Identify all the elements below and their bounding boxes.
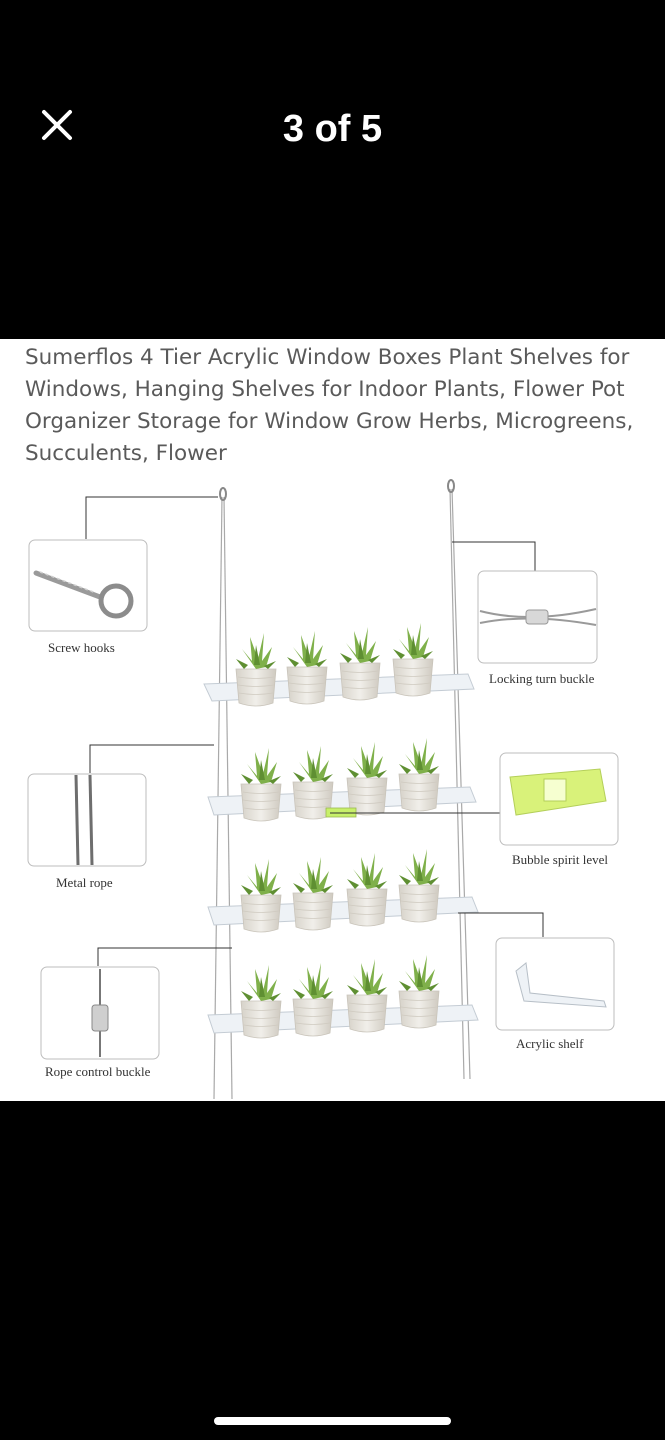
top-hooks (220, 480, 454, 500)
acrylic-shelves (204, 674, 478, 1033)
label-acrylic-shelf: Acrylic shelf (516, 1036, 584, 1051)
label-rope-control-buckle: Rope control buckle (45, 1064, 151, 1079)
product-title: Sumerflos 4 Tier Acrylic Window Boxes Plant Shelves for Windows, Hanging Shelves for Indoor Plants, Flower Pot Organizer Storage for Window Grow Herbs, Microgreens, Succulents, Flower (25, 345, 634, 466)
label-locking-turn-buckle: Locking turn buckle (489, 671, 595, 686)
label-screw-hooks: Screw hooks (48, 640, 115, 655)
product-image[interactable] (0, 339, 665, 1101)
label-bubble-spirit-level: Bubble spirit level (512, 852, 609, 867)
product-diagram (0, 339, 665, 1101)
image-counter: 3 of 5 (282, 108, 383, 150)
label-metal-rope: Metal rope (56, 875, 113, 890)
home-indicator[interactable] (214, 1417, 451, 1425)
